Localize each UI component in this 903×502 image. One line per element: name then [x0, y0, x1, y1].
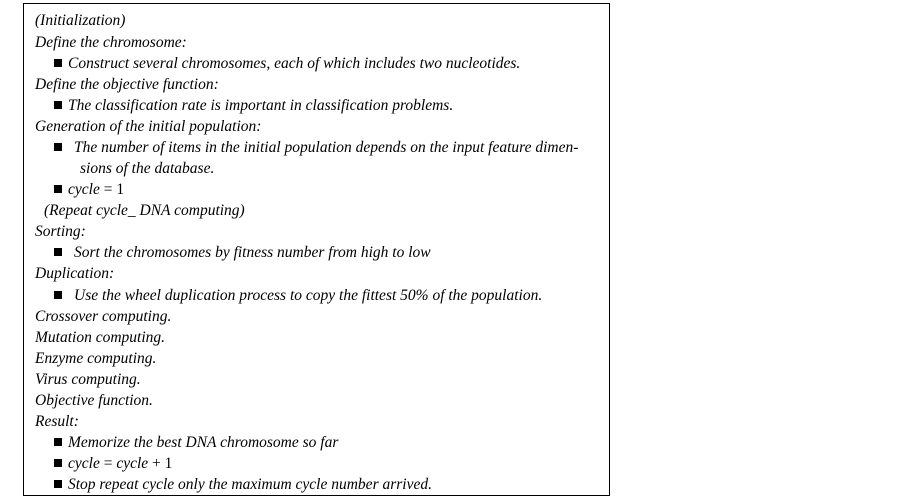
memorize-item [54, 432, 338, 453]
square-bullet-icon [54, 459, 62, 467]
cycle-increment-item [54, 453, 172, 474]
classification-rate-item [54, 95, 453, 116]
construct-chromosomes-item [54, 53, 520, 74]
cycle-init-item [54, 179, 124, 200]
duplication-step-text: Use the wheel duplication process to copy the fittest 50% of the population. [74, 287, 543, 304]
enzyme-step: Enzyme computing. [35, 350, 157, 367]
define-objective-heading: Define the objective function: [35, 76, 219, 93]
square-bullet-icon [54, 438, 62, 446]
square-bullet-icon [54, 185, 62, 193]
repeat-header: (Repeat cycle_ DNA computing) [44, 202, 245, 219]
cycle-equals: = [99, 455, 117, 472]
crossover-step: Crossover computing. [35, 308, 172, 325]
cycle-variable-lhs: cycle [68, 455, 100, 472]
stop-text: Stop repeat cycle only the maximum cycle number arrived. [68, 476, 432, 493]
virus-step: Virus computing. [35, 371, 141, 388]
square-bullet-icon [54, 291, 62, 299]
objective-function-step: Objective function. [35, 392, 153, 409]
construct-chromosomes-text: Construct several chromosomes, each of which includes two nucleotides. [68, 55, 521, 72]
sort-step-text: Sort the chromosomes by fitness number from high to low [74, 244, 431, 261]
cycle-variable: cycle [68, 181, 100, 198]
mutation-step: Mutation computing. [35, 329, 166, 346]
square-bullet-icon [54, 248, 62, 256]
cycle-variable-rhs: cycle [116, 455, 149, 472]
population-size-text-line2: sions of the database. [80, 160, 215, 177]
square-bullet-icon [54, 101, 62, 109]
memorize-text: Memorize the best DNA chromosome so far [68, 434, 339, 451]
square-bullet-icon [54, 143, 62, 151]
sorting-heading: Sorting: [35, 223, 86, 240]
duplication-step-item [54, 285, 542, 306]
square-bullet-icon [54, 59, 62, 67]
generation-heading: Generation of the initial population: [35, 118, 262, 135]
duplication-heading: Duplication: [35, 265, 115, 282]
initialization-header: (Initialization) [35, 12, 126, 29]
cycle-increment: + 1 [148, 455, 173, 472]
square-bullet-icon [54, 480, 62, 488]
stop-item [54, 474, 432, 495]
define-chromosome-heading: Define the chromosome: [35, 34, 187, 51]
sort-step-item [54, 242, 431, 263]
result-heading: Result: [35, 413, 79, 430]
population-size-text-line1: The number of items in the initial population depends on the input feature dimen- [74, 139, 579, 156]
cycle-init-value: = 1 [99, 181, 125, 198]
classification-rate-text: The classification rate is important in classification problems. [68, 97, 454, 114]
population-size-item [54, 137, 578, 158]
